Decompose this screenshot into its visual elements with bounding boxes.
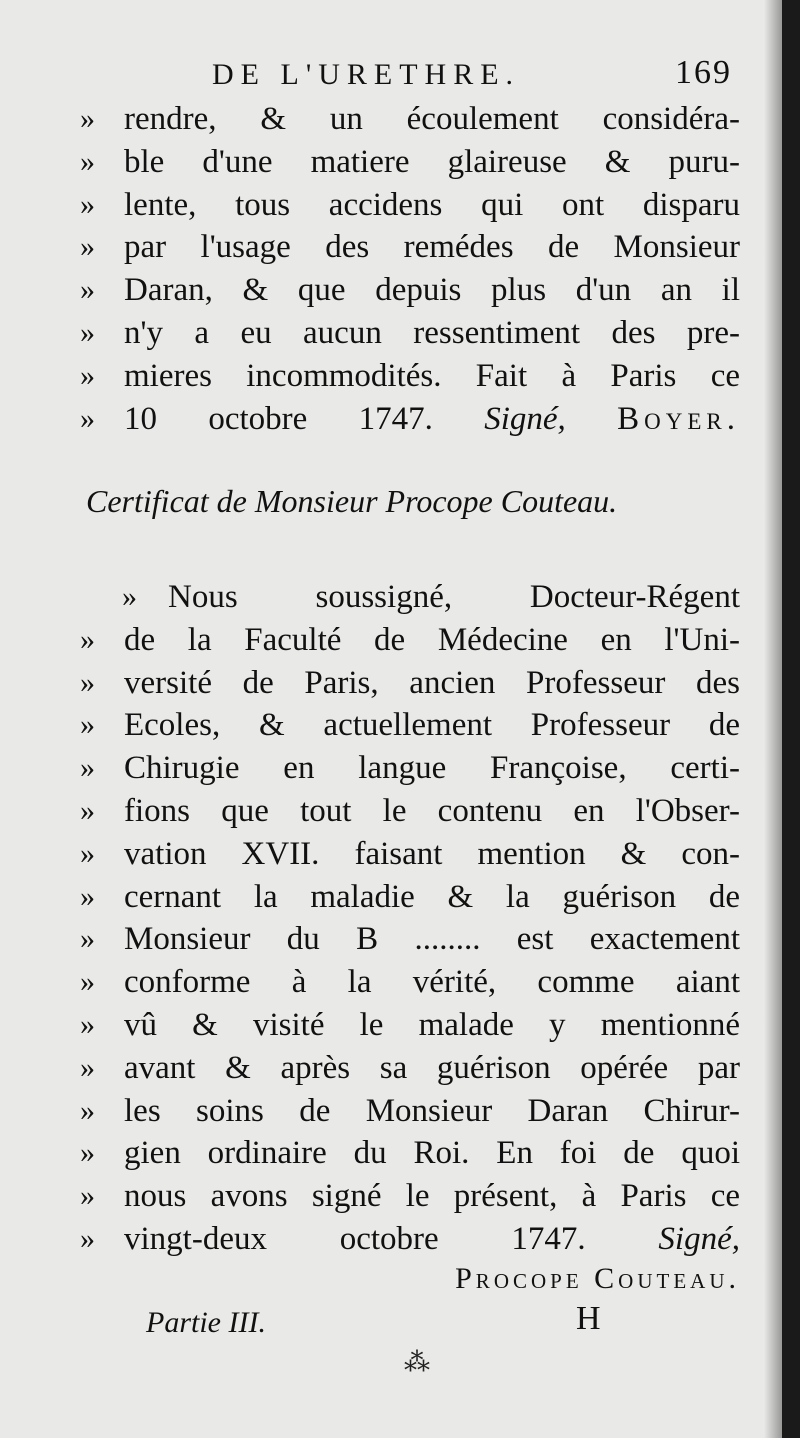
text-line <box>80 619 740 662</box>
quote-mark: » <box>80 315 95 349</box>
text-line <box>80 1218 740 1261</box>
quote-mark: » <box>80 965 95 999</box>
text-line <box>80 662 740 705</box>
signatory-name: Procope Couteau. <box>455 1262 740 1295</box>
quote-mark: » <box>80 187 95 221</box>
line-text: par l'usage des remédes de Monsieur <box>124 229 740 266</box>
couteau-certificate-text <box>80 576 740 1261</box>
quote-mark: » <box>80 793 95 827</box>
line-text: lente, tous accidens qui ont disparu <box>124 186 740 223</box>
text-line <box>80 1175 740 1218</box>
ornament-icon: ⁂ <box>404 1348 430 1378</box>
quote-mark: » <box>80 751 95 785</box>
line-text: nous avons signé le présent, à Paris ce <box>124 1178 740 1215</box>
line-text: Chirugie en langue Françoise, certi- <box>124 750 740 787</box>
line-text: fions que tout le contenu en l'Obser- <box>124 792 740 829</box>
line-text: vû & visité le malade y mentionné <box>124 1006 740 1043</box>
text-line <box>80 1090 740 1133</box>
line-text: versité de Paris, ancien Professeur des <box>124 664 740 701</box>
quote-mark: » <box>80 230 95 264</box>
text-line <box>80 1132 740 1175</box>
line-text: vation XVII. faisant mention & con- <box>124 835 740 872</box>
boyer-certificate-text <box>80 98 740 440</box>
date-text: vingt-deux octobre 1747. <box>124 1220 586 1257</box>
quote-mark: » <box>80 1050 95 1084</box>
line-text: conforme à la vérité, comme aiant <box>124 964 740 1001</box>
text-line <box>80 876 740 919</box>
quote-mark: » <box>80 665 95 699</box>
line-text: de la Faculté de Médecine en l'Uni- <box>124 621 740 658</box>
text-line <box>80 747 740 790</box>
line-text: cernant la maladie & la guérison de <box>124 878 740 915</box>
text-line <box>80 1047 740 1090</box>
quote-mark: » <box>122 580 137 613</box>
quote-mark: » <box>80 102 95 135</box>
date-text: 10 octobre 1747. <box>124 400 433 437</box>
line-text: Ecoles, & actuellement Professeur de <box>124 707 740 744</box>
running-head <box>212 52 732 100</box>
quote-mark: » <box>80 401 95 435</box>
line-text: avant & après sa guérison opérée par <box>124 1049 740 1086</box>
quote-mark: » <box>80 1179 95 1213</box>
quote-mark: » <box>80 1221 95 1255</box>
text-line <box>80 226 740 269</box>
line-text: rendre, & un écoulement considéra- <box>124 101 740 137</box>
signe-label: Signé, <box>484 400 566 437</box>
text-line <box>80 576 740 619</box>
quote-mark: » <box>80 708 95 742</box>
text-line <box>80 704 740 747</box>
text-line <box>80 918 740 961</box>
part-label: Partie III. <box>146 1306 266 1339</box>
quote-mark: » <box>80 922 95 956</box>
page-number: 169 <box>675 54 732 91</box>
quote-mark: » <box>80 1093 95 1127</box>
text-line <box>80 961 740 1004</box>
line-text: gien ordinaire du Roi. En foi de quoi <box>124 1135 740 1172</box>
line-text: Daran, & que depuis plus d'un an il <box>124 272 740 309</box>
text-line <box>80 355 740 398</box>
signature-mark: H <box>576 1300 601 1337</box>
quote-mark: » <box>80 358 95 392</box>
quote-mark: » <box>80 273 95 307</box>
signatory-name: Boyer. <box>617 400 741 437</box>
quote-mark: » <box>80 144 95 178</box>
running-head-title: DE L'URETHRE. <box>212 58 521 91</box>
quote-mark: » <box>80 1007 95 1041</box>
line-text: Monsieur du B ........ est exactement <box>124 921 740 958</box>
text-line <box>80 269 740 312</box>
line-text: les soins de Monsieur Daran Chirur- <box>124 1092 740 1129</box>
signe-label: Signé, <box>658 1220 740 1257</box>
line-text <box>124 398 740 441</box>
text-line <box>80 398 740 441</box>
line-text: ble d'une matiere glaireuse & puru- <box>124 143 740 180</box>
text-line <box>80 141 740 184</box>
quote-mark: » <box>80 879 95 913</box>
text-line <box>80 1004 740 1047</box>
text-line <box>80 98 740 141</box>
line-text <box>124 1218 740 1261</box>
line-text: mieres incommodités. Fait à Paris ce <box>124 357 740 394</box>
line-text: n'y a eu aucun ressentiment des pre- <box>124 314 740 351</box>
text-line <box>80 312 740 355</box>
text-line <box>80 833 740 876</box>
quote-mark: » <box>80 1136 95 1170</box>
certificate-heading: Certificat de Monsieur Procope Couteau. <box>86 483 618 519</box>
quote-mark: » <box>80 836 95 870</box>
line-text: Nous soussigné, Docteur-Régent <box>168 579 740 615</box>
text-line <box>80 790 740 833</box>
quote-mark: » <box>80 622 95 656</box>
text-line <box>80 184 740 227</box>
